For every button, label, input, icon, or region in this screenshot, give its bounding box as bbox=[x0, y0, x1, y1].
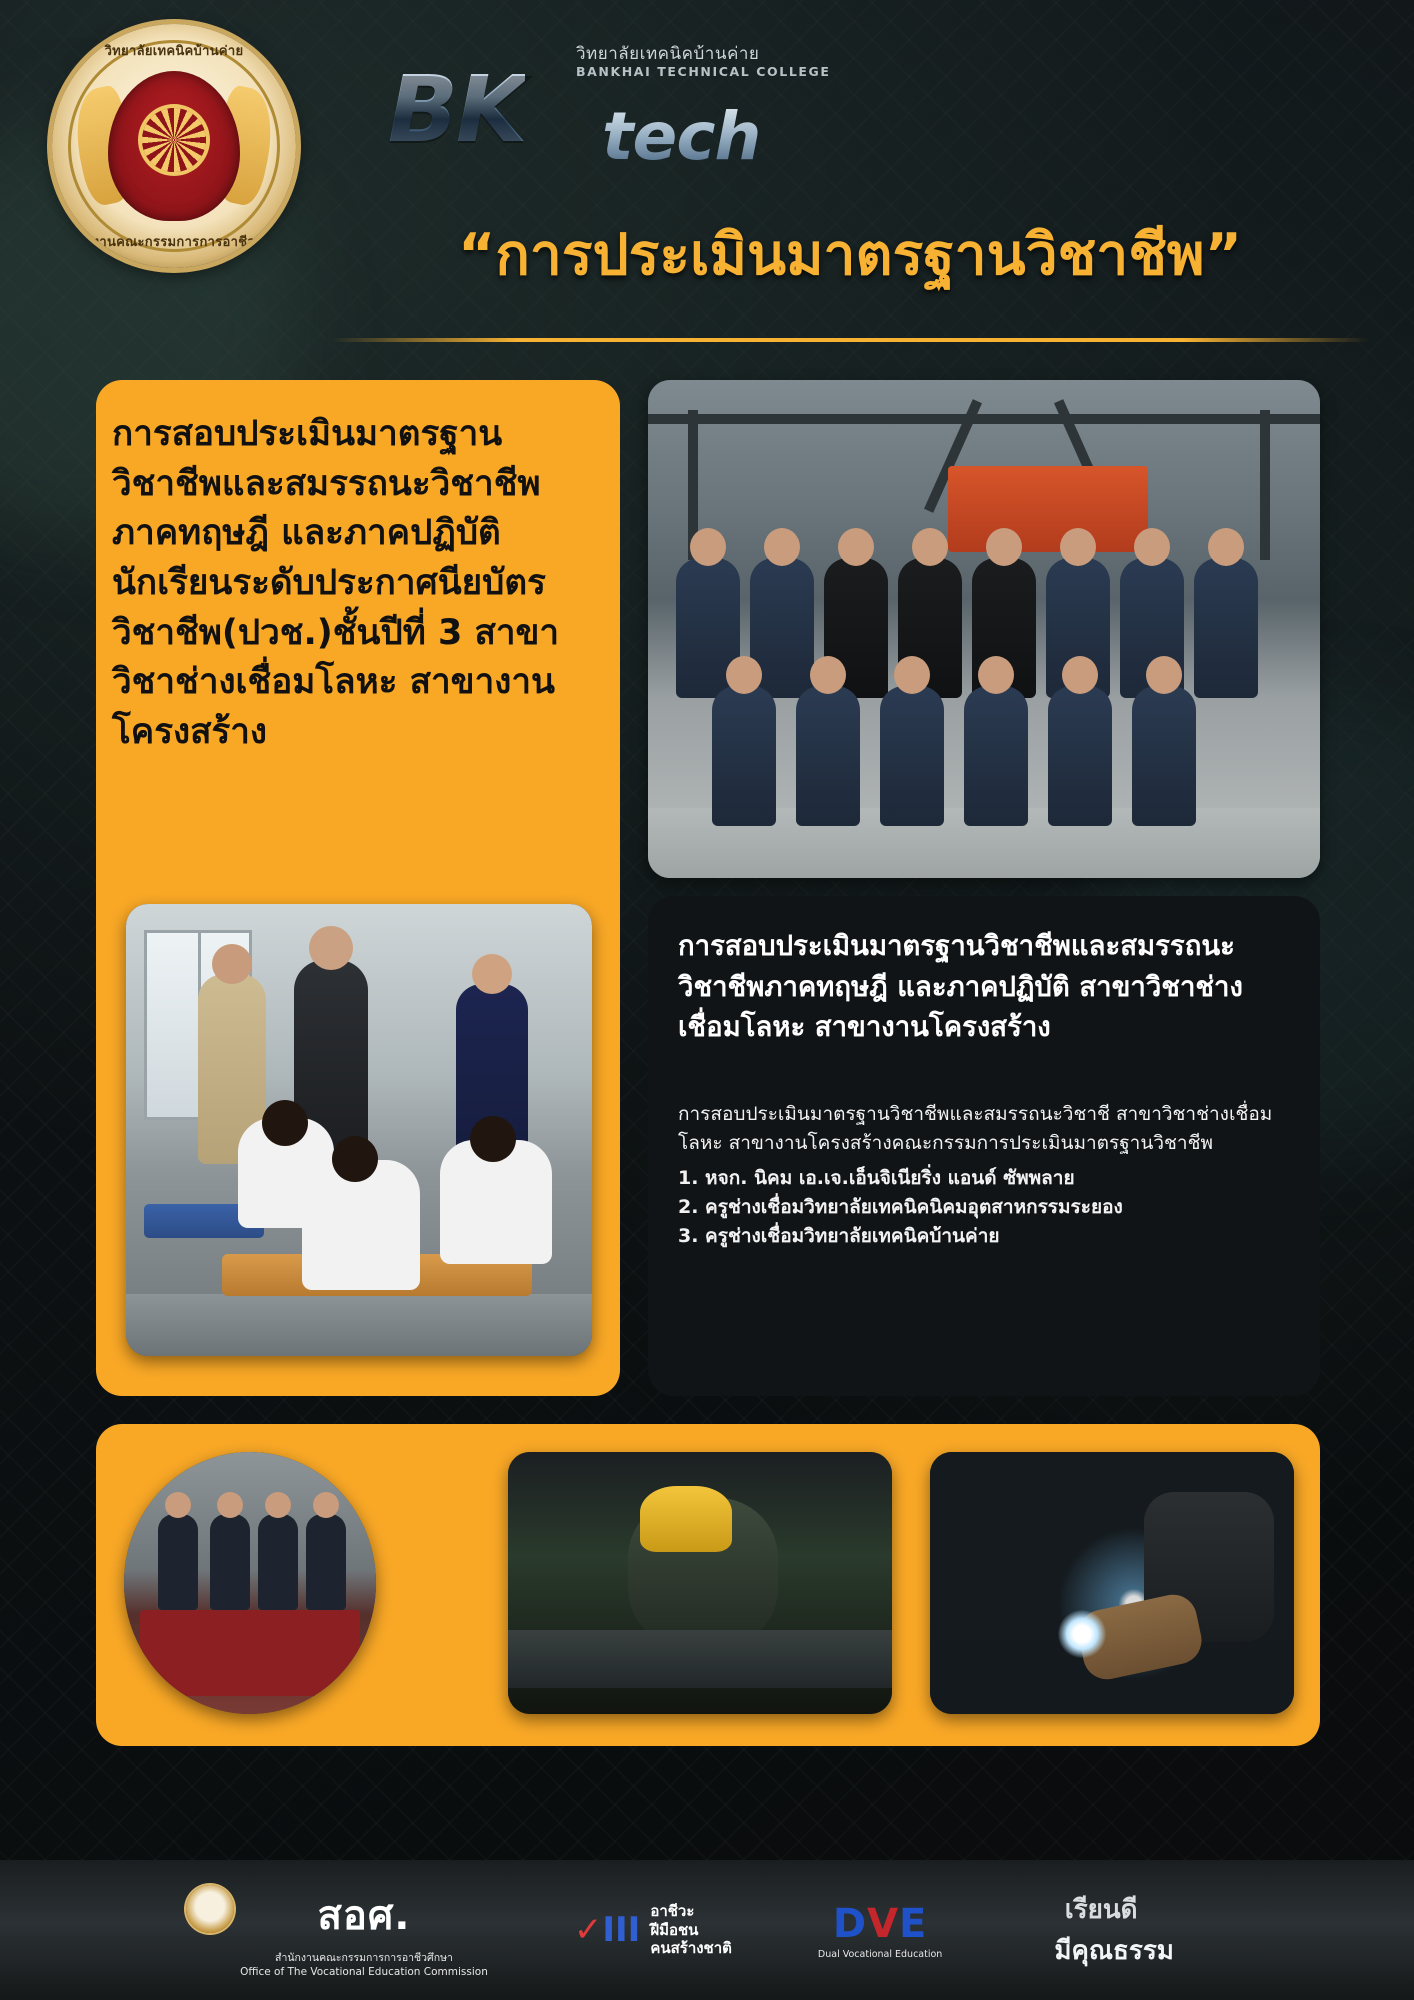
vec-thai-name: สอศ. bbox=[317, 1892, 411, 1939]
page-title: “การประเมินมาตรฐานวิชาชีพ” bbox=[457, 222, 1243, 288]
achiva-line-3: คนสร้างชาติ bbox=[650, 1939, 732, 1958]
left-panel-text: การสอบประเมินมาตรฐานวิชาชีพและสมรรถนะวิชาชีพภาคทฤษฎี และภาคปฏิบัติ นักเรียนระดับประกาศนียบัตรวิชาชีพ(ปวช.)ชั้นปีที่ 3 สาขาวิชาช่างเชื่อมโลหะ สาขางานโครงสร้าง bbox=[112, 414, 560, 753]
committee-list-item: 3. ครูช่างเชื่อมวิทยาลัยเทคนิคบ้านค่าย bbox=[678, 1224, 1000, 1247]
floor-shape bbox=[126, 1294, 592, 1356]
logo-mark-tech: tech bbox=[602, 98, 761, 175]
seal-bottom-text: สำนักงานคณะกรรมการการอาชีวศึกษา bbox=[59, 235, 289, 250]
committee-list-item: 2. ครูช่างเชื่อมวิทยาลัยเทคนิคนิคมอุตสาหกรรมระยอง bbox=[678, 1195, 1123, 1218]
footer-vec-logo bbox=[240, 1883, 488, 1978]
welding-practice-photo bbox=[508, 1452, 892, 1714]
checkmark-icon: ✓III bbox=[573, 1910, 641, 1950]
front-row-people bbox=[672, 646, 1296, 826]
person-figure bbox=[210, 1514, 250, 1610]
student-head-shape bbox=[332, 1136, 378, 1182]
right-panel-lead: การสอบประเมินมาตรฐานวิชาชีพและสมรรถนะวิชาชี สาขาวิชาช่างเชื่อมโลหะ สาขางานโครงสร้างคณะกรรมการประเมินมาตรฐานวิชาชีพ bbox=[678, 1103, 1273, 1154]
right-panel-heading: การสอบประเมินมาตรฐานวิชาชีพและสมรรถนะวิชาชีพภาคทฤษฎี และภาคปฏิบัติ สาขาวิชาช่างเชื่อมโลหะ สาขางานโครงสร้าง bbox=[678, 930, 1243, 1044]
workbench-shape bbox=[508, 1630, 892, 1688]
welding-helmet-icon bbox=[640, 1486, 732, 1552]
right-panel-body bbox=[678, 1100, 1292, 1250]
bktech-logo bbox=[388, 40, 831, 175]
seal-top-text: วิทยาลัยเทคนิคบ้านค่าย bbox=[104, 44, 244, 59]
committee-list-item: 1. หจก. นิคม เอ.เจ.เอ็นจิเนียริ่ง แอนด์ ซัพพลาย bbox=[678, 1166, 1075, 1189]
footer-dve-logo bbox=[818, 1901, 942, 1960]
person-figure bbox=[880, 686, 944, 826]
welding-spark-icon bbox=[1058, 1610, 1106, 1658]
motto-line-1: เรียนดี bbox=[1064, 1895, 1138, 1925]
student-head-shape bbox=[470, 1116, 516, 1162]
person-figure bbox=[712, 686, 776, 826]
title-divider bbox=[330, 338, 1370, 342]
footer-achiva-logo bbox=[574, 1902, 732, 1958]
person-figure bbox=[964, 686, 1028, 826]
dve-subtitle: Dual Vocational Education bbox=[817, 1948, 943, 1960]
poster-footer bbox=[0, 1860, 1414, 2000]
logo-thai-subtitle: วิทยาลัยเทคนิคบ้านค่าย bbox=[576, 44, 760, 64]
motto-line-2: มีคุณธรรม bbox=[1054, 1936, 1174, 1966]
group-photo bbox=[648, 380, 1320, 878]
vec-thai-subtitle: สำนักงานคณะกรรมการการอาชีวศึกษา bbox=[275, 1951, 453, 1964]
person-figure bbox=[1048, 686, 1112, 826]
achiva-text-block bbox=[650, 1902, 732, 1958]
person-figure bbox=[1132, 686, 1196, 826]
vec-seal-icon bbox=[186, 1885, 234, 1933]
logo-mark-bk: BK bbox=[388, 56, 526, 163]
person-figure bbox=[158, 1514, 198, 1610]
welding-arc-photo bbox=[930, 1452, 1294, 1714]
classroom-photo bbox=[126, 904, 592, 1356]
achiva-line-1: อาชีวะ bbox=[650, 1901, 695, 1920]
person-figure bbox=[306, 1514, 346, 1610]
dve-title: DVE bbox=[832, 1900, 928, 1947]
person-figure bbox=[258, 1514, 298, 1610]
booth-photo bbox=[124, 1452, 376, 1714]
vec-english-name: Office of The Vocational Education Commission bbox=[240, 1965, 488, 1978]
college-seal-logo bbox=[52, 24, 296, 268]
roof-beam-shape bbox=[648, 414, 1320, 424]
person-figure bbox=[796, 686, 860, 826]
poster-header bbox=[0, 0, 1414, 350]
footer-motto bbox=[1028, 1889, 1174, 1971]
display-table-shape bbox=[140, 1610, 360, 1696]
logo-english-subtitle: BANKHAI TECHNICAL COLLEGE bbox=[576, 64, 831, 79]
achiva-line-2: ฝีมือชน bbox=[650, 1920, 699, 1939]
student-head-shape bbox=[262, 1100, 308, 1146]
